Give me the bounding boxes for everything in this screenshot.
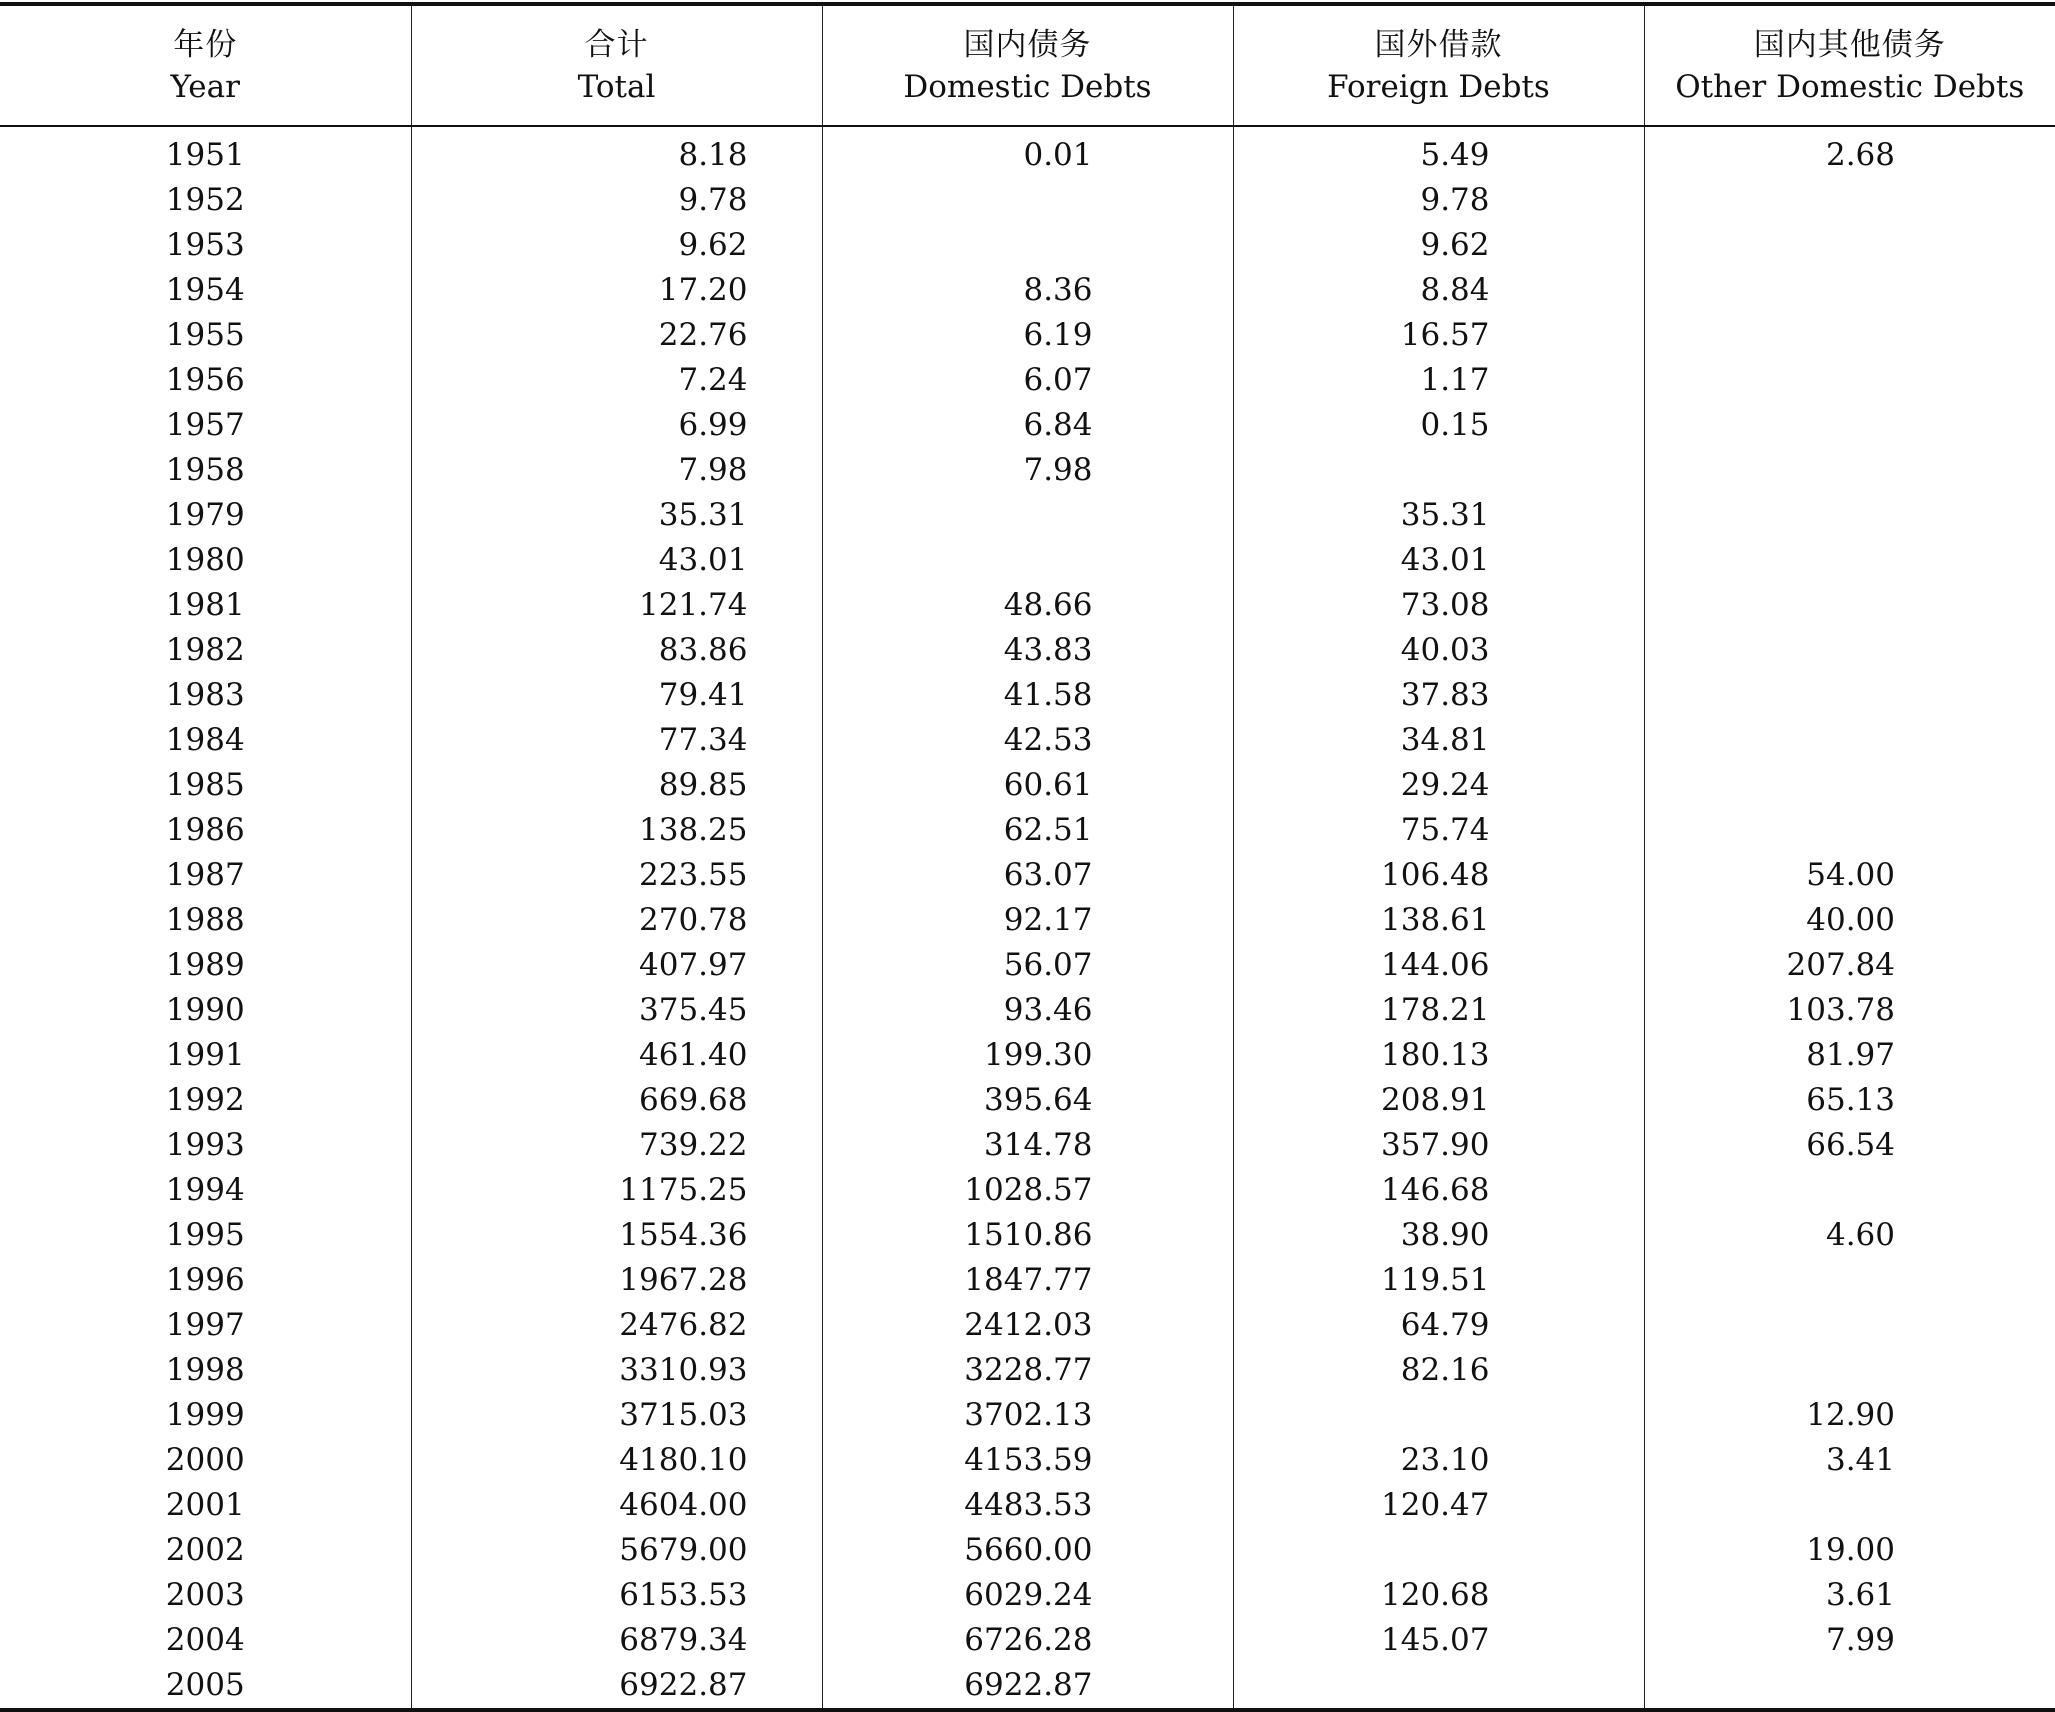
table-row — [0, 1078, 2055, 1123]
other-domestic-debts-cell — [1644, 1303, 2055, 1348]
other-domestic-debts-cell: 2.68 — [1644, 126, 2055, 178]
domestic-debts-cell: 92.17 — [822, 898, 1233, 943]
table-row — [0, 853, 2055, 898]
table-row — [0, 808, 2055, 853]
domestic-debts-cell: 41.58 — [822, 673, 1233, 718]
year-cell: 1983 — [0, 673, 411, 718]
other-domestic-debts-cell — [1644, 583, 2055, 628]
foreign-debts-cell: 43.01 — [1233, 538, 1644, 583]
total-cell: 89.85 — [411, 763, 822, 808]
foreign-debts-cell: 64.79 — [1233, 1303, 1644, 1348]
total-cell: 739.22 — [411, 1123, 822, 1168]
total-cell: 7.24 — [411, 358, 822, 403]
total-cell: 77.34 — [411, 718, 822, 763]
year-cell: 2001 — [0, 1483, 411, 1528]
other-domestic-debts-cell — [1644, 1348, 2055, 1393]
year-cell: 1991 — [0, 1033, 411, 1078]
total-cell: 223.55 — [411, 853, 822, 898]
table-row — [0, 313, 2055, 358]
header-total-zh: 合计 — [412, 24, 822, 66]
table-row — [0, 898, 2055, 943]
total-cell: 407.97 — [411, 943, 822, 988]
other-domestic-debts-cell — [1644, 538, 2055, 583]
year-cell: 1993 — [0, 1123, 411, 1168]
year-cell: 1986 — [0, 808, 411, 853]
year-cell: 1982 — [0, 628, 411, 673]
header-year-zh: 年份 — [0, 24, 411, 66]
government-debt-table — [0, 2, 2055, 1712]
other-domestic-debts-cell: 81.97 — [1644, 1033, 2055, 1078]
total-cell: 8.18 — [411, 126, 822, 178]
table-row — [0, 126, 2055, 178]
total-cell: 1175.25 — [411, 1168, 822, 1213]
header-foreign-debts — [1233, 4, 1644, 126]
year-cell: 1997 — [0, 1303, 411, 1348]
table-row — [0, 223, 2055, 268]
domestic-debts-cell: 314.78 — [822, 1123, 1233, 1168]
foreign-debts-cell: 0.15 — [1233, 403, 1644, 448]
header-year-en: Year — [0, 66, 411, 108]
other-domestic-debts-cell — [1644, 493, 2055, 538]
year-cell: 2002 — [0, 1528, 411, 1573]
table-row — [0, 1123, 2055, 1168]
other-domestic-debts-cell: 54.00 — [1644, 853, 2055, 898]
total-cell: 6879.34 — [411, 1618, 822, 1663]
domestic-debts-cell — [822, 178, 1233, 223]
domestic-debts-cell: 93.46 — [822, 988, 1233, 1033]
domestic-debts-cell: 62.51 — [822, 808, 1233, 853]
header-foreign-debts-en: Foreign Debts — [1234, 66, 1644, 108]
foreign-debts-cell — [1233, 1393, 1644, 1438]
foreign-debts-cell: 208.91 — [1233, 1078, 1644, 1123]
table-row — [0, 1483, 2055, 1528]
domestic-debts-cell: 4483.53 — [822, 1483, 1233, 1528]
other-domestic-debts-cell: 19.00 — [1644, 1528, 2055, 1573]
foreign-debts-cell — [1233, 448, 1644, 493]
header-total — [411, 4, 822, 126]
total-cell: 6153.53 — [411, 1573, 822, 1618]
total-cell: 9.78 — [411, 178, 822, 223]
domestic-debts-cell: 60.61 — [822, 763, 1233, 808]
table-row — [0, 1393, 2055, 1438]
year-cell: 1985 — [0, 763, 411, 808]
total-cell: 3310.93 — [411, 1348, 822, 1393]
header-domestic-debts-en: Domestic Debts — [823, 66, 1233, 108]
foreign-debts-cell: 9.78 — [1233, 178, 1644, 223]
total-cell: 43.01 — [411, 538, 822, 583]
domestic-debts-cell: 6726.28 — [822, 1618, 1233, 1663]
year-cell: 1995 — [0, 1213, 411, 1258]
domestic-debts-cell: 2412.03 — [822, 1303, 1233, 1348]
foreign-debts-cell: 29.24 — [1233, 763, 1644, 808]
year-cell: 1957 — [0, 403, 411, 448]
year-cell: 1987 — [0, 853, 411, 898]
other-domestic-debts-cell — [1644, 808, 2055, 853]
year-cell: 1992 — [0, 1078, 411, 1123]
domestic-debts-cell: 6029.24 — [822, 1573, 1233, 1618]
foreign-debts-cell: 144.06 — [1233, 943, 1644, 988]
foreign-debts-cell: 37.83 — [1233, 673, 1644, 718]
table-row — [0, 583, 2055, 628]
year-cell: 1989 — [0, 943, 411, 988]
total-cell: 121.74 — [411, 583, 822, 628]
other-domestic-debts-cell: 65.13 — [1644, 1078, 2055, 1123]
year-cell: 1952 — [0, 178, 411, 223]
other-domestic-debts-cell — [1644, 178, 2055, 223]
domestic-debts-cell: 4153.59 — [822, 1438, 1233, 1483]
other-domestic-debts-cell — [1644, 1483, 2055, 1528]
table-row — [0, 268, 2055, 313]
domestic-debts-cell: 43.83 — [822, 628, 1233, 673]
year-cell: 1998 — [0, 1348, 411, 1393]
header-foreign-debts-zh: 国外借款 — [1234, 24, 1644, 66]
table-row — [0, 1258, 2055, 1303]
table-row — [0, 358, 2055, 403]
total-cell: 2476.82 — [411, 1303, 822, 1348]
year-cell: 1999 — [0, 1393, 411, 1438]
table-row — [0, 178, 2055, 223]
table-row — [0, 403, 2055, 448]
domestic-debts-cell: 8.36 — [822, 268, 1233, 313]
year-cell: 1988 — [0, 898, 411, 943]
domestic-debts-cell: 1028.57 — [822, 1168, 1233, 1213]
foreign-debts-cell: 146.68 — [1233, 1168, 1644, 1213]
year-cell: 1953 — [0, 223, 411, 268]
other-domestic-debts-cell — [1644, 718, 2055, 763]
foreign-debts-cell: 8.84 — [1233, 268, 1644, 313]
total-cell: 7.98 — [411, 448, 822, 493]
total-cell: 6922.87 — [411, 1663, 822, 1710]
other-domestic-debts-cell — [1644, 763, 2055, 808]
year-cell: 2004 — [0, 1618, 411, 1663]
other-domestic-debts-cell — [1644, 403, 2055, 448]
table-row — [0, 448, 2055, 493]
year-cell: 1956 — [0, 358, 411, 403]
domestic-debts-cell: 48.66 — [822, 583, 1233, 628]
other-domestic-debts-cell — [1644, 268, 2055, 313]
total-cell: 5679.00 — [411, 1528, 822, 1573]
header-year — [0, 4, 411, 126]
year-cell: 1955 — [0, 313, 411, 358]
foreign-debts-cell: 119.51 — [1233, 1258, 1644, 1303]
year-cell: 2003 — [0, 1573, 411, 1618]
domestic-debts-cell: 1847.77 — [822, 1258, 1233, 1303]
foreign-debts-cell — [1233, 1528, 1644, 1573]
total-cell: 669.68 — [411, 1078, 822, 1123]
table-row — [0, 493, 2055, 538]
table-row — [0, 1438, 2055, 1483]
table-row — [0, 628, 2055, 673]
total-cell: 3715.03 — [411, 1393, 822, 1438]
table-row — [0, 1348, 2055, 1393]
foreign-debts-cell: 73.08 — [1233, 583, 1644, 628]
domestic-debts-cell: 3702.13 — [822, 1393, 1233, 1438]
total-cell: 375.45 — [411, 988, 822, 1033]
total-cell: 138.25 — [411, 808, 822, 853]
domestic-debts-cell — [822, 493, 1233, 538]
table-row — [0, 1033, 2055, 1078]
other-domestic-debts-cell: 66.54 — [1644, 1123, 2055, 1168]
foreign-debts-cell: 38.90 — [1233, 1213, 1644, 1258]
other-domestic-debts-cell — [1644, 448, 2055, 493]
domestic-debts-cell: 6.07 — [822, 358, 1233, 403]
domestic-debts-cell: 0.01 — [822, 126, 1233, 178]
other-domestic-debts-cell: 7.99 — [1644, 1618, 2055, 1663]
total-cell: 270.78 — [411, 898, 822, 943]
domestic-debts-cell: 395.64 — [822, 1078, 1233, 1123]
year-cell: 1954 — [0, 268, 411, 313]
table-row — [0, 718, 2055, 763]
foreign-debts-cell: 34.81 — [1233, 718, 1644, 763]
foreign-debts-cell: 138.61 — [1233, 898, 1644, 943]
foreign-debts-cell — [1233, 1663, 1644, 1710]
foreign-debts-cell: 120.68 — [1233, 1573, 1644, 1618]
total-cell: 79.41 — [411, 673, 822, 718]
total-cell: 1554.36 — [411, 1213, 822, 1258]
total-cell: 22.76 — [411, 313, 822, 358]
foreign-debts-cell: 82.16 — [1233, 1348, 1644, 1393]
table-row — [0, 1303, 2055, 1348]
foreign-debts-cell: 357.90 — [1233, 1123, 1644, 1168]
domestic-debts-cell: 5660.00 — [822, 1528, 1233, 1573]
domestic-debts-cell: 7.98 — [822, 448, 1233, 493]
year-cell: 1981 — [0, 583, 411, 628]
table-row — [0, 538, 2055, 583]
foreign-debts-cell: 75.74 — [1233, 808, 1644, 853]
header-other-domestic-debts — [1644, 4, 2055, 126]
foreign-debts-cell: 35.31 — [1233, 493, 1644, 538]
foreign-debts-cell: 106.48 — [1233, 853, 1644, 898]
year-cell: 2000 — [0, 1438, 411, 1483]
other-domestic-debts-cell — [1644, 313, 2055, 358]
header-domestic-debts-zh: 国内债务 — [823, 24, 1233, 66]
year-cell: 1994 — [0, 1168, 411, 1213]
total-cell: 1967.28 — [411, 1258, 822, 1303]
other-domestic-debts-cell — [1644, 1663, 2055, 1710]
domestic-debts-cell: 56.07 — [822, 943, 1233, 988]
domestic-debts-cell: 42.53 — [822, 718, 1233, 763]
total-cell: 4180.10 — [411, 1438, 822, 1483]
foreign-debts-cell: 5.49 — [1233, 126, 1644, 178]
table-body — [0, 126, 2055, 1710]
foreign-debts-cell: 9.62 — [1233, 223, 1644, 268]
other-domestic-debts-cell — [1644, 628, 2055, 673]
table-row — [0, 988, 2055, 1033]
domestic-debts-cell — [822, 538, 1233, 583]
year-cell: 1984 — [0, 718, 411, 763]
year-cell: 1980 — [0, 538, 411, 583]
header-domestic-debts — [822, 4, 1233, 126]
other-domestic-debts-cell — [1644, 223, 2055, 268]
foreign-debts-cell: 23.10 — [1233, 1438, 1644, 1483]
foreign-debts-cell: 178.21 — [1233, 988, 1644, 1033]
domestic-debts-cell: 199.30 — [822, 1033, 1233, 1078]
total-cell: 4604.00 — [411, 1483, 822, 1528]
foreign-debts-cell: 145.07 — [1233, 1618, 1644, 1663]
table-row — [0, 1168, 2055, 1213]
header-row — [0, 4, 2055, 126]
year-cell: 1979 — [0, 493, 411, 538]
table-row — [0, 1528, 2055, 1573]
other-domestic-debts-cell: 3.61 — [1644, 1573, 2055, 1618]
domestic-debts-cell: 6922.87 — [822, 1663, 1233, 1710]
domestic-debts-cell: 6.84 — [822, 403, 1233, 448]
foreign-debts-cell: 40.03 — [1233, 628, 1644, 673]
year-cell: 1990 — [0, 988, 411, 1033]
table-row — [0, 673, 2055, 718]
header-total-en: Total — [412, 66, 822, 108]
year-cell: 2005 — [0, 1663, 411, 1710]
year-cell: 1951 — [0, 126, 411, 178]
domestic-debts-cell: 63.07 — [822, 853, 1233, 898]
domestic-debts-cell: 1510.86 — [822, 1213, 1233, 1258]
other-domestic-debts-cell — [1644, 673, 2055, 718]
foreign-debts-cell: 120.47 — [1233, 1483, 1644, 1528]
domestic-debts-cell: 6.19 — [822, 313, 1233, 358]
other-domestic-debts-cell: 4.60 — [1644, 1213, 2055, 1258]
table-header — [0, 4, 2055, 126]
table-row — [0, 1618, 2055, 1663]
table-row — [0, 1663, 2055, 1710]
total-cell: 6.99 — [411, 403, 822, 448]
other-domestic-debts-cell: 207.84 — [1644, 943, 2055, 988]
table-row — [0, 943, 2055, 988]
foreign-debts-cell: 1.17 — [1233, 358, 1644, 403]
other-domestic-debts-cell — [1644, 358, 2055, 403]
total-cell: 461.40 — [411, 1033, 822, 1078]
foreign-debts-cell: 16.57 — [1233, 313, 1644, 358]
other-domestic-debts-cell — [1644, 1168, 2055, 1213]
year-cell: 1958 — [0, 448, 411, 493]
table-row — [0, 1213, 2055, 1258]
other-domestic-debts-cell: 12.90 — [1644, 1393, 2055, 1438]
other-domestic-debts-cell: 3.41 — [1644, 1438, 2055, 1483]
total-cell: 83.86 — [411, 628, 822, 673]
header-other-domestic-debts-zh: 国内其他债务 — [1645, 24, 2055, 66]
total-cell: 17.20 — [411, 268, 822, 313]
other-domestic-debts-cell: 40.00 — [1644, 898, 2055, 943]
other-domestic-debts-cell — [1644, 1258, 2055, 1303]
domestic-debts-cell: 3228.77 — [822, 1348, 1233, 1393]
table-row — [0, 1573, 2055, 1618]
foreign-debts-cell: 180.13 — [1233, 1033, 1644, 1078]
year-cell: 1996 — [0, 1258, 411, 1303]
other-domestic-debts-cell: 103.78 — [1644, 988, 2055, 1033]
total-cell: 9.62 — [411, 223, 822, 268]
domestic-debts-cell — [822, 223, 1233, 268]
header-other-domestic-debts-en: Other Domestic Debts — [1645, 66, 2055, 108]
table-row — [0, 763, 2055, 808]
total-cell: 35.31 — [411, 493, 822, 538]
